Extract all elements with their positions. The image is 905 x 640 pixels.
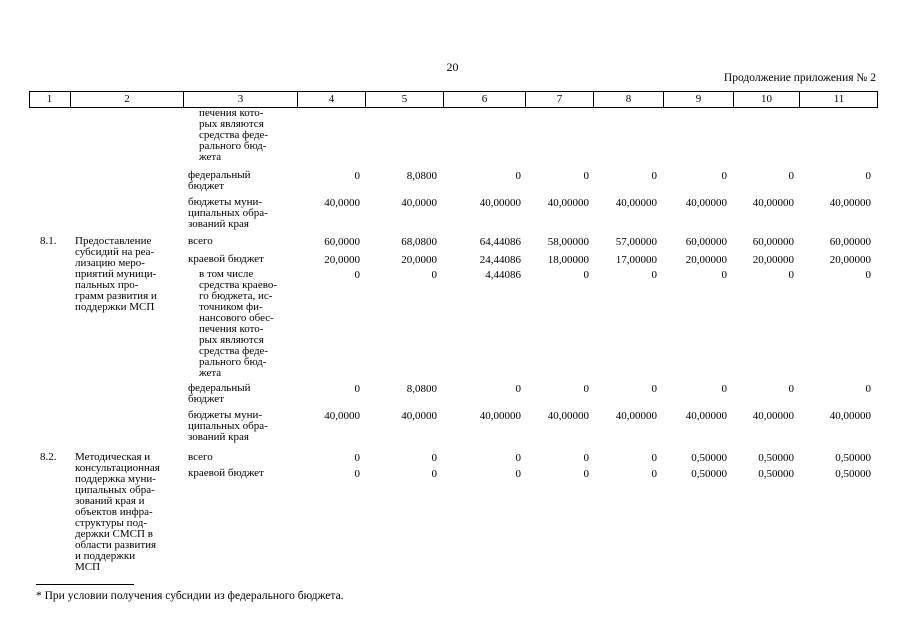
row-value: 20,0000 bbox=[324, 254, 360, 266]
row-value: 4,44086 bbox=[485, 269, 521, 281]
row-source: всего bbox=[188, 235, 213, 247]
header-col-9: 9 bbox=[663, 92, 733, 107]
header-col-6: 6 bbox=[443, 92, 525, 107]
row-source: краевой бюджет bbox=[188, 467, 264, 479]
row-value: 60,0000 bbox=[324, 236, 360, 248]
row-value: 40,00000 bbox=[829, 410, 871, 422]
footnote-divider bbox=[36, 584, 134, 585]
row-source: бюджеты муни- ципальных обра- зований края bbox=[188, 409, 268, 443]
row-value: 0 bbox=[431, 452, 437, 464]
row-value: 0,50000 bbox=[691, 468, 727, 480]
row-value: 57,00000 bbox=[615, 236, 657, 248]
row-name: Методическая и консультационная поддержка муни- ципальных обра- зований края и объектов инфра- структуры под- держки СМСП в области развития и поддержки МСП bbox=[75, 451, 160, 573]
row-value: 0 bbox=[583, 269, 589, 281]
row-value: 24,44086 bbox=[479, 254, 521, 266]
row-value: 40,0000 bbox=[401, 410, 437, 422]
row-value: 0 bbox=[354, 383, 360, 395]
row-value: 0 bbox=[651, 452, 657, 464]
header-col-2: 2 bbox=[70, 92, 183, 107]
row-value: 40,00000 bbox=[615, 197, 657, 209]
header-col-4: 4 bbox=[297, 92, 365, 107]
row-value: 8,0800 bbox=[406, 383, 437, 395]
row-value: 0 bbox=[865, 269, 871, 281]
appendix-caption: Продолжение приложения № 2 bbox=[723, 72, 876, 84]
row-value: 0 bbox=[431, 468, 437, 480]
row-value: 68,0800 bbox=[401, 236, 437, 248]
header-col-8: 8 bbox=[593, 92, 663, 107]
row-value: 17,00000 bbox=[615, 254, 657, 266]
row-value: 0 bbox=[515, 383, 521, 395]
row-value: 0 bbox=[583, 468, 589, 480]
row-value: 0,50000 bbox=[758, 452, 794, 464]
row-name: Предоставление субсидий на реа- лизацию меро- приятий муници- пальных про- грамм развития и поддержки МСП bbox=[75, 235, 157, 313]
row-value: 40,00000 bbox=[547, 197, 589, 209]
row-value: 40,00000 bbox=[615, 410, 657, 422]
row-value: 0 bbox=[651, 269, 657, 281]
header-col-5: 5 bbox=[365, 92, 443, 107]
row-value: 0 bbox=[788, 383, 794, 395]
row-value: 40,00000 bbox=[752, 410, 794, 422]
row-value: 40,00000 bbox=[685, 197, 727, 209]
row-value: 0 bbox=[583, 452, 589, 464]
table-header bbox=[29, 91, 878, 108]
row-value: 40,00000 bbox=[752, 197, 794, 209]
row-value: 0 bbox=[865, 170, 871, 182]
row-value: 20,00000 bbox=[752, 254, 794, 266]
row-value: 20,00000 bbox=[829, 254, 871, 266]
row-source: печения кото- рых являются средства феде- рального бюд- жета bbox=[199, 107, 269, 163]
row-value: 0 bbox=[721, 383, 727, 395]
header-col-10: 10 bbox=[733, 92, 799, 107]
row-value: 0 bbox=[515, 468, 521, 480]
row-value: 58,00000 bbox=[547, 236, 589, 248]
row-value: 0 bbox=[721, 269, 727, 281]
row-value: 8,0800 bbox=[406, 170, 437, 182]
row-value: 20,0000 bbox=[401, 254, 437, 266]
row-value: 0 bbox=[651, 170, 657, 182]
row-value: 40,00000 bbox=[547, 410, 589, 422]
row-value: 20,00000 bbox=[685, 254, 727, 266]
row-value: 40,00000 bbox=[685, 410, 727, 422]
row-number: 8.1. bbox=[40, 235, 57, 247]
row-value: 40,0000 bbox=[324, 410, 360, 422]
row-value: 64,44086 bbox=[479, 236, 521, 248]
row-source: федеральный бюджет bbox=[188, 169, 251, 192]
row-value: 0 bbox=[354, 269, 360, 281]
header-col-1: 1 bbox=[46, 93, 53, 105]
header-col-11: 11 bbox=[799, 92, 878, 107]
row-value: 0 bbox=[721, 170, 727, 182]
row-source: федеральный бюджет bbox=[188, 382, 251, 405]
row-value: 0,50000 bbox=[691, 452, 727, 464]
row-source: всего bbox=[188, 451, 213, 463]
row-value: 40,0000 bbox=[324, 197, 360, 209]
row-value: 0 bbox=[354, 170, 360, 182]
row-value: 0,50000 bbox=[835, 452, 871, 464]
row-source: в том числе средства краево- го бюджета, ис- точником фи- нансового обес- печения кото- рых являются средства феде- рального бюд- жета bbox=[199, 268, 277, 379]
row-value: 40,00000 bbox=[829, 197, 871, 209]
row-value: 60,00000 bbox=[685, 236, 727, 248]
row-value: 0 bbox=[354, 468, 360, 480]
footnote: * При условии получения субсидии из федерального бюджета. bbox=[36, 590, 344, 602]
row-value: 0 bbox=[583, 170, 589, 182]
row-value: 0 bbox=[431, 269, 437, 281]
row-value: 60,00000 bbox=[752, 236, 794, 248]
row-value: 0 bbox=[583, 383, 589, 395]
row-value: 0 bbox=[788, 170, 794, 182]
row-value: 40,00000 bbox=[479, 410, 521, 422]
row-number: 8.2. bbox=[40, 451, 57, 463]
row-value: 0 bbox=[651, 383, 657, 395]
page-number: 20 bbox=[446, 60, 459, 74]
row-value: 0 bbox=[788, 269, 794, 281]
row-value: 0 bbox=[865, 383, 871, 395]
row-value: 0 bbox=[515, 452, 521, 464]
row-value: 40,00000 bbox=[479, 197, 521, 209]
row-value: 0,50000 bbox=[835, 468, 871, 480]
row-source: краевой бюджет bbox=[188, 253, 264, 265]
header-col-3: 3 bbox=[183, 92, 297, 107]
row-value: 18,00000 bbox=[547, 254, 589, 266]
row-source: бюджеты муни- ципальных обра- зований края bbox=[188, 196, 268, 230]
row-value: 0 bbox=[651, 468, 657, 480]
row-value: 0,50000 bbox=[758, 468, 794, 480]
row-value: 0 bbox=[515, 170, 521, 182]
row-value: 0 bbox=[354, 452, 360, 464]
row-value: 40,0000 bbox=[401, 197, 437, 209]
header-col-7: 7 bbox=[525, 92, 593, 107]
row-value: 60,00000 bbox=[829, 236, 871, 248]
